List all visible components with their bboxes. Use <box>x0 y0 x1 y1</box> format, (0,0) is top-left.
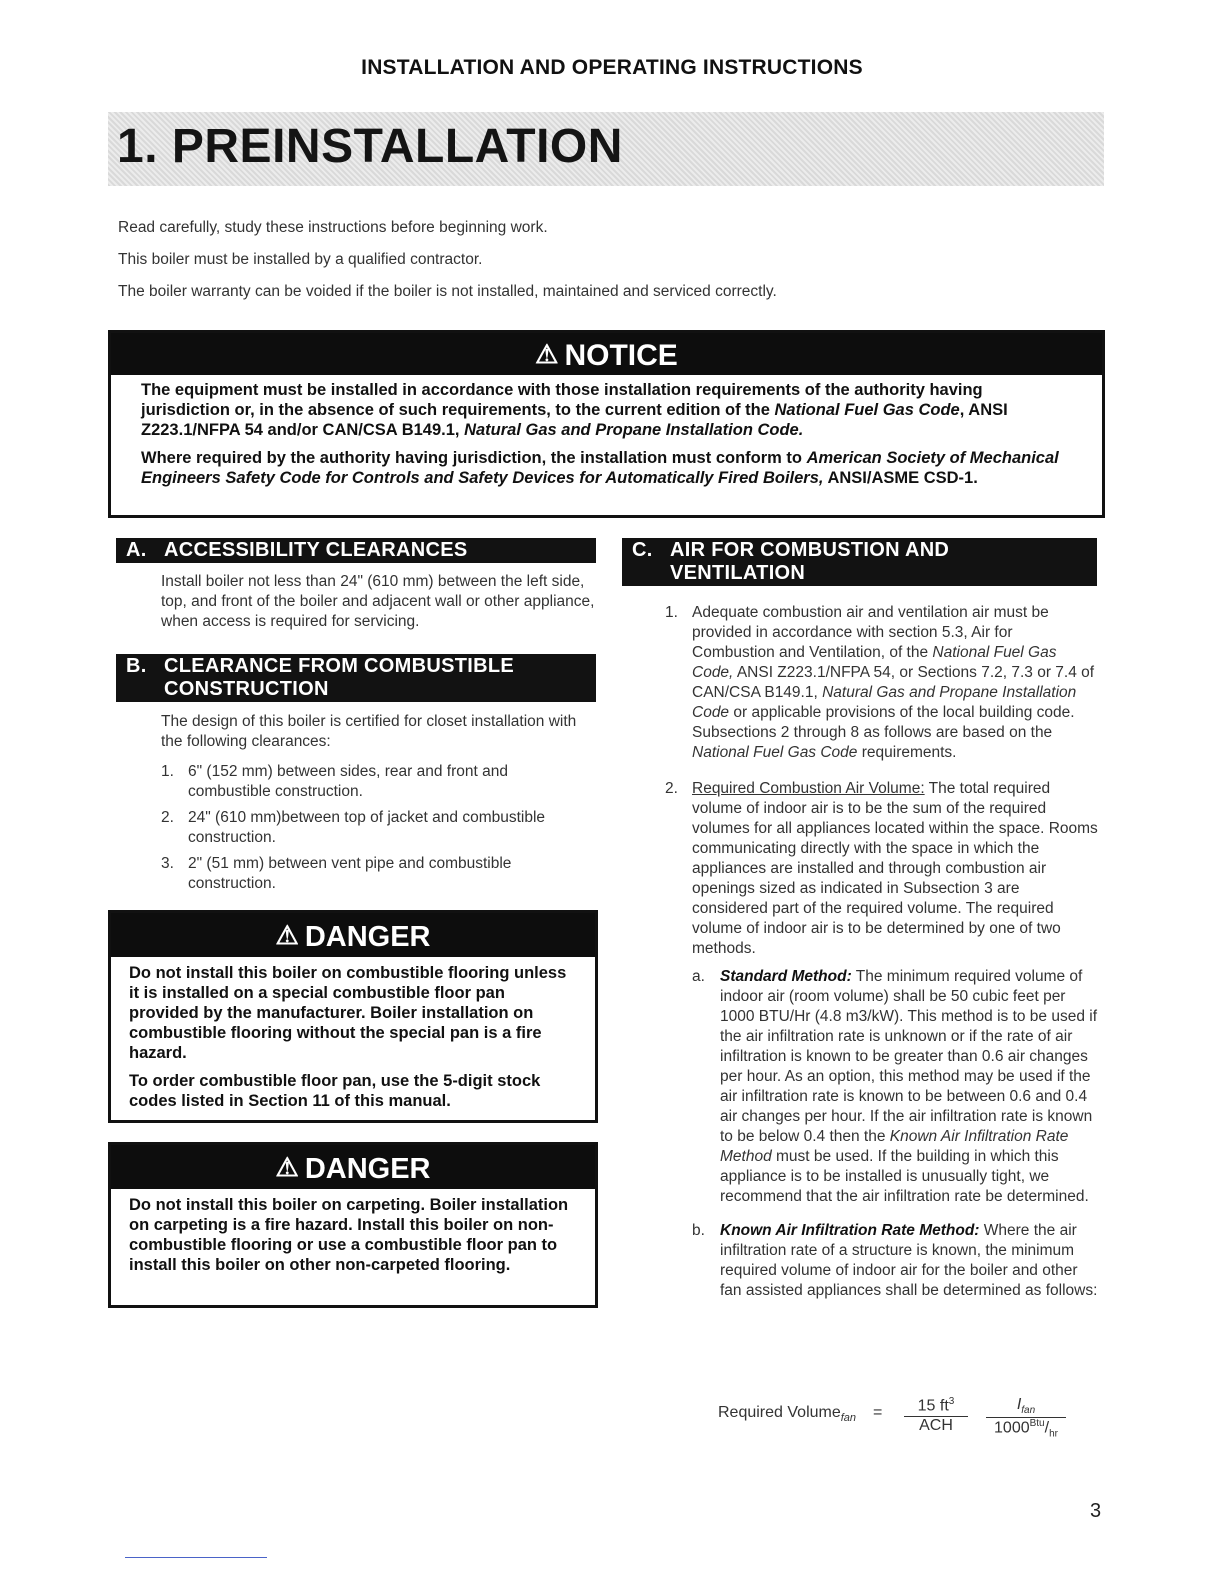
list-item: 2. Required Combustion Air Volume: The total required volume of indoor air is to be the sum of the required volumes for all appliances located within the space. Rooms communicating directly with the space in which the appliances are installed and through combustion air openings sized as indicated in Subsection 3 are considered part of the required volume. The required volume of indoor air is to be determined by one of two methods. a. Standard Method: The minimum required volume of indoor air (room volume) shall be 50 cubic feet per 1000 BTU/Hr (4.8 m3/kW). This method is to be used if the air infiltration rate is unknown or if the rate of air infiltration is known to be greater than 0.6 air changes per hour. As an option, this method may be used if the air infiltration rate is known to be between 0.6 and 0.4 air changes per hour. If the air infiltration rate is known to be below 0.4 then the Known Air Infiltration Rate Method must be used. If the building in which this appliance is to be installed is unusually tight, we recommend that the air infiltration rate be determined. b. Known Air Infiltration Rate Method: Where the air infiltration rate of a structure is known, the minimum required volume of indoor air for the boiler and other fan assisted appliances shall be determined as follows: <box>665 780 1098 1299</box>
footer-rule <box>125 1557 267 1558</box>
notice-body <box>111 375 1102 488</box>
sub-list <box>692 967 1098 1301</box>
danger-heading: ⚠ DANGER <box>111 1145 595 1189</box>
section-title: 1. PREINSTALLATION <box>117 120 623 173</box>
intro-line-3: The boiler warranty can be voided if the boiler is not installed, maintained and serviced correctly. <box>118 283 777 300</box>
formula-equals: = <box>873 1404 883 1421</box>
notice-box <box>108 330 1105 518</box>
required-volume-formula <box>718 1396 1098 1446</box>
list-item: 1. Adequate combustion air and ventilation air must be provided in accordance with section 5.3, Air for Combustion and Ventilation, of the National Fuel Gas Code, ANSI Z223.1/NFPA 54, or Sections 7.2, 7.3 or 7.4 of CAN/CSA B149.1, Natural Gas and Propane Installation Code or applicable provisions of the local building code. Subsections 2 through 8 as follows are based on the National Fuel Gas Code requirements. <box>665 604 1095 761</box>
notice-heading <box>111 333 1102 375</box>
list-item: a. Standard Method: The minimum required volume of indoor air (room volume) shall be 50 cubic feet per 1000 BTU/Hr (4.8 m3/kW). This method is to be used if the air infiltration rate is unknown or if the rate of air infiltration is known to be greater than 0.6 air changes per hour. As an option, this method may be used if the air infiltration rate is known to be between 0.6 and 0.4 air changes per hour. If the air infiltration rate is known to be below 0.4 then the Known Air Infiltration Rate Method must be used. If the building in which this appliance is to be installed is unusually tight, we recommend that the air infiltration rate be determined. <box>692 968 1098 1205</box>
formula-lhs: Required Volume$_{fan}$ <box>718 1404 857 1425</box>
danger-paragraph-2: To order combustible floor pan, use the 5-digit stock codes listed in Section 11 of this manual. <box>129 1072 541 1110</box>
section-c-list <box>622 603 1098 1301</box>
intro-line-2: This boiler must be installed by a qualified contractor. <box>118 251 483 268</box>
section-b-list <box>161 762 561 900</box>
list-item: 3. 2" (51 mm) between vent pipe and combustible construction. <box>161 855 512 892</box>
list-item: 2. 24" (610 mm)between top of jacket and combustible construction. <box>161 809 546 846</box>
section-a-heading: A. ACCESSIBILITY CLEARANCES <box>116 538 596 563</box>
intro-line-1: Read carefully, study these instructions before beginning work. <box>118 219 548 236</box>
danger-box-flooring <box>108 910 598 1123</box>
list-item: b. Known Air Infiltration Rate Method: Where the air infiltration rate of a structure is known, the minimum required volume of indoor air for the boiler and other fan assisted appliances shall be determined as follows: <box>692 1222 1098 1299</box>
section-b-body: The design of this boiler is certified for closet installation with the following clearances: <box>161 713 577 750</box>
danger-paragraph-1: Do not install this boiler on carpeting. Boiler installation on carpeting is a fire hazard. Install this boiler on non-combustible flooring or use a combustible floor pan to install this boiler on other non-carpeted flooring. <box>129 1196 569 1274</box>
danger-heading: ⚠ DANGER <box>111 913 595 957</box>
warning-triangle-icon: ⚠ <box>275 920 299 950</box>
section-b-heading: B. CLEARANCE FROM COMBUSTIBLE CONSTRUCTION <box>116 654 596 702</box>
danger-body <box>111 957 595 1121</box>
formula-fraction-1: 15 $ft^3$ ACH <box>904 1396 968 1435</box>
notice-paragraph-2: Where required by the authority having jurisdiction, the installation must conform to American Society of Mechanical Engineers Safety Code for Controls and Safety Devices for Automatically Fired Boilers, ANSI/ASME CSD-1. <box>141 449 1059 487</box>
danger-paragraph-1: Do not install this boiler on combustible flooring unless it is installed on a special combustible floor pan provided by the manufacturer. Boiler installation on combustible flooring without the special pan is a fire hazard. <box>129 964 567 1062</box>
section-c-body <box>622 603 1098 1301</box>
formula-fraction-2: $I_{fan}$ $1000^{Btu}/_{hr}$ <box>986 1396 1066 1440</box>
section-a-body: Install boiler not less than 24" (610 mm) between the left side, top, and front of the boiler and adjacent wall or other appliance, when access is required for servicing. <box>161 573 595 630</box>
section-c-heading: C. AIR FOR COMBUSTION AND VENTILATION <box>622 538 1097 586</box>
notice-paragraph-1: The equipment must be installed in accordance with those installation requirements of the authority having jurisdiction or, in the absence of such requirements, to the current edition of the National Fuel Gas Code, ANSI Z223.1/NFPA 54 and/or CAN/CSA B149.1, Natural Gas and Propane Installation Code. <box>141 381 1008 439</box>
danger-body <box>111 1189 595 1285</box>
danger-box-carpeting <box>108 1142 598 1308</box>
notice-heading-label: NOTICE <box>564 339 678 372</box>
warning-triangle-icon: ⚠ <box>535 339 559 369</box>
document-header: INSTALLATION AND OPERATING INSTRUCTIONS <box>361 56 863 79</box>
page-number: 3 <box>1090 1500 1102 1522</box>
warning-triangle-icon: ⚠ <box>275 1152 299 1182</box>
list-item: 1. 6" (152 mm) between sides, rear and front and combustible construction. <box>161 763 508 800</box>
